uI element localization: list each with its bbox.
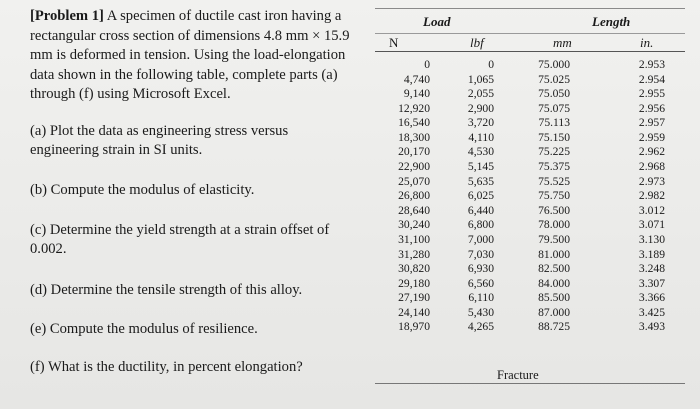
table-cell: 31,280	[398, 247, 430, 261]
fracture-label: Fracture	[497, 368, 539, 382]
table-cell: 12,920	[398, 101, 430, 115]
table-cell: 6,440	[467, 203, 494, 217]
table-cell: 2.953	[638, 58, 665, 71]
table-cell: 2.982	[638, 189, 665, 203]
table-cell: 30,820	[398, 262, 430, 276]
table-cell: 78.000	[538, 218, 570, 232]
table-cell: 29,180	[398, 276, 430, 290]
table-cell: 75.525	[538, 174, 570, 188]
table-cell: 2.954	[638, 72, 665, 86]
table-cell: 2.959	[638, 130, 665, 144]
table-cell: 76.500	[538, 203, 570, 217]
table-header-rule	[375, 51, 685, 52]
problem-statement	[30, 7, 370, 105]
part-c: (c) Determine the yield strength at a strain offset of 0.002.	[30, 222, 330, 257]
table-cell: 2.973	[638, 174, 665, 188]
unit-header-mm: mm	[553, 35, 572, 50]
table-cell: 2.956	[638, 101, 665, 115]
part-a: (a) Plot the data as engineering stress versus engineering strain in SI units.	[30, 123, 289, 158]
table-cell: 7,000	[467, 232, 494, 246]
table-cell: 25,070	[398, 174, 430, 188]
table-cell: 85.500	[538, 291, 570, 305]
table-cell: 2,055	[467, 87, 494, 101]
table-cell: 3.248	[638, 262, 665, 276]
table-cell: 75.050	[538, 87, 570, 101]
table-cell: 26,800	[398, 189, 430, 203]
table-cell: 75.225	[538, 145, 570, 159]
table-cell: 88.725	[538, 320, 570, 334]
table-cell: 24,140	[398, 305, 430, 319]
table-cell: 18,970	[398, 320, 430, 334]
part-f: (f) What is the ductility, in percent elongation?	[30, 359, 303, 375]
table-group-rule	[375, 33, 685, 34]
table-cell: 9,140	[403, 87, 430, 101]
table-cell: 87.000	[538, 305, 570, 319]
table-cell: 31,100	[398, 232, 430, 246]
table-cell: 6,560	[467, 276, 494, 290]
table-cell: 2.957	[638, 116, 665, 130]
table-cell: 30,240	[398, 218, 430, 232]
table-cell: 1,065	[467, 72, 494, 86]
table-cell: 20,170	[398, 145, 430, 159]
table-cell: 75.150	[538, 130, 570, 144]
part-b: (b) Compute the modulus of elasticity.	[30, 182, 255, 198]
table-cell: 75.000	[538, 58, 570, 71]
table-cell: 3.012	[638, 203, 665, 217]
table-cell: 7,030	[467, 247, 494, 261]
table-cell: 75.075	[538, 101, 570, 115]
table-cell: 75.025	[538, 72, 570, 86]
table-bottom-rule	[375, 383, 685, 384]
table-cell: 5,430	[467, 305, 494, 319]
table-cell: 82.500	[538, 262, 570, 276]
table-cell: 4,265	[467, 320, 494, 334]
table-cell: 3.366	[638, 291, 665, 305]
table-cell: 4,110	[468, 130, 494, 144]
table-cell: 22,900	[398, 160, 430, 174]
table-cell: 28,640	[398, 203, 430, 217]
problem-text: A specimen of ductile cast iron having a rectangular cross section of dimensions 4.8 mm × 15.9 mm is deformed in tension. Using the load-elongation data shown in the following table, complete parts (a) through (f) using Microsoft Excel.	[30, 8, 350, 102]
table-cell: 6,110	[468, 291, 494, 305]
table-cell: 5,145	[467, 160, 494, 174]
table-cell: 81.000	[538, 247, 570, 261]
column-load-n	[378, 58, 430, 335]
table-top-rule	[375, 8, 685, 9]
table-cell: 3.425	[638, 305, 665, 319]
table-cell: 6,930	[467, 262, 494, 276]
table-cell: 75.375	[538, 160, 570, 174]
table-cell: 84.000	[538, 276, 570, 290]
problem-label: [Problem 1]	[30, 8, 104, 24]
table-cell: 0	[488, 58, 494, 71]
table-cell: 2,900	[467, 101, 494, 115]
table-cell: 3.307	[638, 276, 665, 290]
table-cell: 18,300	[398, 130, 430, 144]
table-cell: 16,540	[398, 116, 430, 130]
load-header: Load	[423, 14, 451, 29]
column-length-in	[610, 58, 665, 335]
table-cell: 79.500	[538, 232, 570, 246]
table-cell: 6,800	[467, 218, 494, 232]
table-cell: 4,740	[403, 72, 430, 86]
table-cell: 0	[424, 58, 430, 71]
column-load-lbf	[447, 58, 494, 335]
table-cell: 27,190	[398, 291, 430, 305]
column-length-mm	[518, 58, 570, 335]
table-cell: 3.189	[638, 247, 665, 261]
table-cell: 6,025	[467, 189, 494, 203]
table-cell: 5,635	[467, 174, 494, 188]
unit-header-in: in.	[640, 35, 654, 50]
table-cell: 3.071	[638, 218, 665, 232]
table-cell: 2.955	[638, 87, 665, 101]
table-cell: 4,530	[467, 145, 494, 159]
table-cell: 3.493	[638, 320, 665, 334]
part-d: (d) Determine the tensile strength of this alloy.	[30, 282, 303, 298]
table-cell: 3,720	[467, 116, 494, 130]
table-cell: 2.962	[638, 145, 665, 159]
unit-header-n: N	[389, 35, 399, 50]
table-cell: 3.130	[638, 232, 665, 246]
table-cell: 2.968	[638, 160, 665, 174]
unit-header-lbf: lbf	[470, 35, 484, 50]
table-cell: 75.750	[538, 189, 570, 203]
length-header: Length	[592, 14, 631, 29]
part-e: (e) Compute the modulus of resilience.	[30, 321, 258, 337]
table-cell: 75.113	[538, 116, 570, 130]
